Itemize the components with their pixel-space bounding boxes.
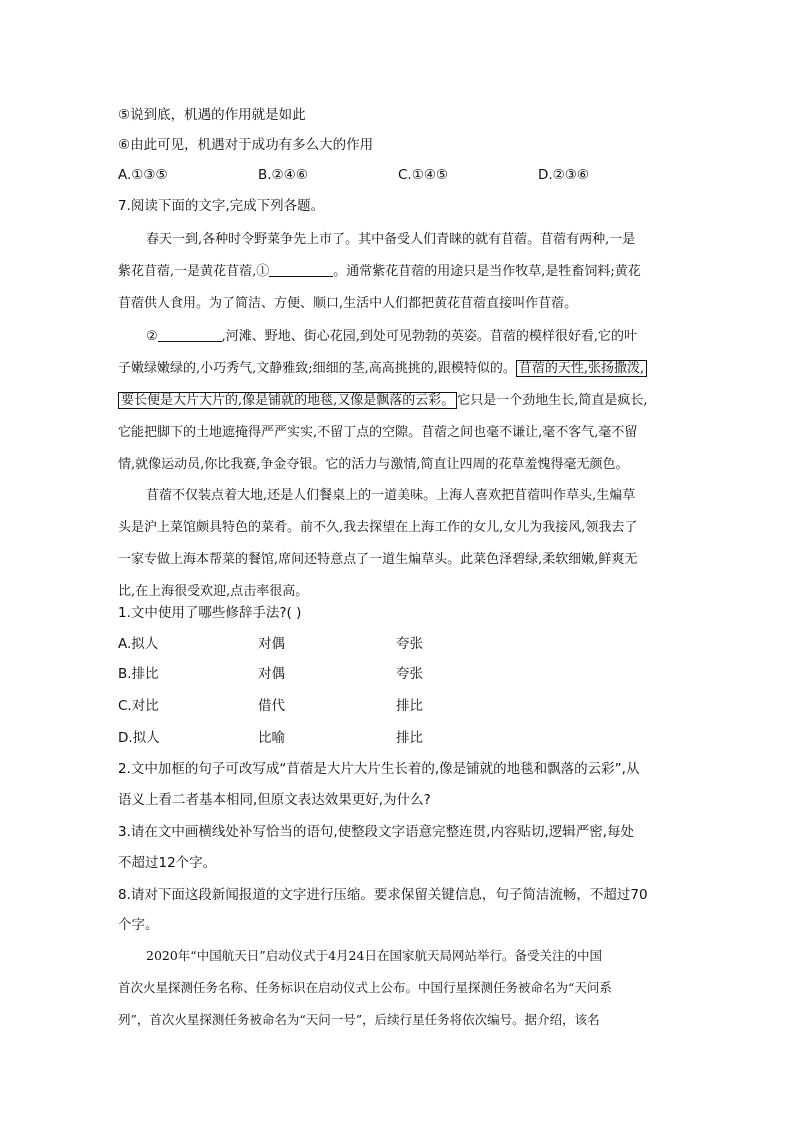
blank-1[interactable] xyxy=(269,261,333,277)
p3-line-3: 一家专做上海本帮菜的餐馆,席间还特意点了一道生煸草头。此菜色泽碧绿,柔软细嫩,鲜爽无 xyxy=(118,552,638,567)
p2-line-4: 它能把脚下的土地遮掩得严严实实,不留丁点的空隙。苜蓿之间也毫不谦让,毫不客气,毫不留 xyxy=(118,425,638,440)
sub1-option-b-1: B.排比 xyxy=(118,666,159,682)
passage-paragraph-1 xyxy=(118,224,685,320)
p1-line-1: 春天一到,各种时令野菜争先上市了。其中备受人们青睐的就有苜蓿。苜蓿有两种,一是 xyxy=(146,232,636,247)
passage-paragraph-3 xyxy=(118,480,685,608)
item-6: ⑥由此可见，机遇对于成功有多么大的作用 xyxy=(118,137,374,153)
q6-option-a: A.①③⑤ xyxy=(118,167,168,183)
q7-title: 7.阅读下面的文字,完成下列各题。 xyxy=(118,198,325,214)
p2-line-3: 要长便是大片大片的,像是铺就的地毯,又像是飘落的云彩。 它只是一个劲地生长,简直是疯长, xyxy=(118,385,685,417)
q6-option-d: D.②③⑥ xyxy=(538,167,589,183)
p1-line-3: 苜蓿供人食用。为了简洁、方便、顺口,生活中人们都把黄花苜蓿直接叫作苜蓿。 xyxy=(118,296,578,311)
sub1-option-d-1: D.拟人 xyxy=(118,730,160,746)
news-line-1: 2020年“中国航天日”启动仪式于4月24日在国家航天局网站举行。备受关注的中国 xyxy=(146,948,602,963)
item-5: ⑤说到底，机遇的作用就是如此 xyxy=(118,107,306,123)
q6-option-c: C.①④⑤ xyxy=(398,167,449,183)
q8-line-2: 个字。 xyxy=(118,917,159,933)
q6-option-b: B.②④⑥ xyxy=(258,167,308,183)
sub1-option-a-2: 对偶 xyxy=(258,636,285,652)
sub1-option-a-3: 夸张 xyxy=(396,636,423,652)
q7-sub2-line-2: 语义上看二者基本相同,但原文表达效果更好,为什么? xyxy=(118,792,431,808)
q8-line-1: 8.请对下面这段新闻报道的文字进行压缩。要求保留关键信息，句子简洁流畅，不超过70 xyxy=(118,887,648,903)
sub1-option-c-1: C.对比 xyxy=(118,698,159,714)
p3-line-4: 比,在上海很受欢迎,点击率很高。 xyxy=(118,584,309,599)
news-line-3: 列”，首次火星探测任务被命名为“天问一号”，后续行星任务将依次编号。据介绍，该名 xyxy=(118,1012,600,1027)
sub1-option-c-2: 借代 xyxy=(258,698,285,714)
q7-sub3-line-2: 不超过12个字。 xyxy=(118,855,217,871)
p2-line-5: 情,就像运动员,你比我赛,争金夺银。它的活力与激情,简直让四周的花草羞愧得毫无颜色。 xyxy=(118,457,629,472)
q7-sub3-line-1: 3.请在文中画横线处补写恰当的语句,使整段文字语意完整连贯,内容贴切,逻辑严密,每处 xyxy=(118,824,635,840)
passage-paragraph-2 xyxy=(118,321,685,481)
news-line-2: 首次火星探测任务名称、任务标识在启动仪式上公布。中国行星探测任务被命名为“天问系 xyxy=(118,980,612,995)
p3-line-1: 苜蓿不仅装点着大地,还是人们餐桌上的一道美味。上海人喜欢把苜蓿叫作草头,生煸草 xyxy=(146,488,636,503)
p2-line-1: ② ,河滩、野地、街心花园,到处可见勃勃的英姿。苜蓿的模样很好看,它的叶 xyxy=(118,321,685,353)
sub1-option-d-3: 排比 xyxy=(396,730,423,746)
sub1-option-b-3: 夸张 xyxy=(396,666,423,682)
q7-sub2-line-1: 2.文中加框的句子可改写成“苜蓿是大片大片生长着的,像是铺就的地毯和飘落的云彩”,从 xyxy=(118,761,640,777)
p1-line-2: 紫花苜蓿,一是黄花苜蓿,① 。通常紫花苜蓿的用途只是当作牧草,是牲畜饲料;黄花 xyxy=(118,256,685,288)
p2-line-2: 子嫩绿嫩绿的,小巧秀气,文静雅致;细细的茎,高高挑挑的,跟模特似的。 苜蓿的天性,张扬撒泼, xyxy=(118,353,685,385)
sub1-option-a-1: A.拟人 xyxy=(118,636,159,652)
news-passage xyxy=(118,940,685,1036)
sub1-option-b-2: 对偶 xyxy=(258,666,285,682)
boxed-sentence-part-2: 要长便是大片大片的,像是铺就的地毯,又像是飘落的云彩。 xyxy=(118,392,457,409)
p3-line-2: 头是沪上菜馆颇具特色的菜肴。前不久,我去探望在上海工作的女儿,女儿为我接风,领我去了 xyxy=(118,520,638,535)
boxed-sentence-part-1: 苜蓿的天性,张扬撒泼, xyxy=(516,360,647,377)
sub1-option-d-2: 比喻 xyxy=(258,730,285,746)
blank-2[interactable] xyxy=(158,326,222,342)
q7-sub1-question: 1.文中使用了哪些修辞手法?( ) xyxy=(118,605,302,621)
sub1-option-c-3: 排比 xyxy=(396,698,423,714)
